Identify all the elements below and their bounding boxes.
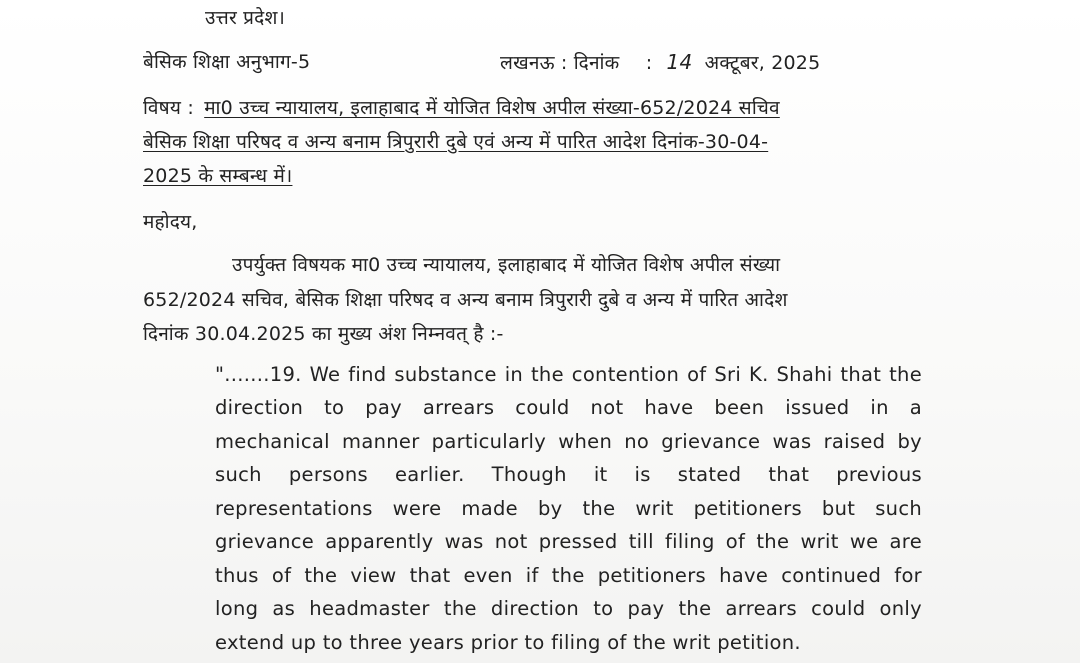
quote-line-4: such persons earlier. Though it is stated that previous: [215, 463, 922, 486]
quote-line-5: representations were made by the writ petitioners but such: [215, 497, 922, 520]
date-line: [500, 50, 820, 75]
date-day: 14: [666, 50, 693, 74]
date-month-year: अक्टूबर, 2025: [704, 52, 821, 74]
body-line-2: 652/2024 सचिव, बेसिक शिक्षा परिषद व अन्य बनाम त्रिपुरारी दुबे व अन्य में पारित आदेश: [143, 289, 788, 311]
quote-line-9: extend up to three years prior to filing of the writ petition.: [215, 631, 801, 654]
subject-label: विषय :: [143, 97, 194, 119]
subject-line-3: 2025 के सम्बन्ध में।: [143, 165, 293, 187]
place-date-label: लखनऊ : दिनांक: [500, 52, 620, 74]
salutation: महोदय,: [143, 211, 198, 233]
quote-line-8: long as headmaster the direction to pay the arrears could only: [215, 597, 922, 620]
quote-line-1: ".......19. We find substance in the contention of Sri K. Shahi that the: [215, 363, 922, 386]
body-line-1: उपर्युक्त विषयक मा0 उच्च न्यायालय, इलाहाबाद में योजित विशेष अपील संख्या: [232, 254, 781, 276]
quote-line-3: mechanical manner particularly when no grievance was raised by: [215, 430, 922, 453]
quote-line-2: direction to pay arrears could not have been issued in a: [215, 396, 922, 419]
quote-line-7: thus of the view that even if the petitioners have continued for: [215, 564, 922, 587]
subject-text-1: मा0 उच्च न्यायालय, इलाहाबाद में योजित विशेष अपील संख्या-652/2024 सचिव: [204, 97, 780, 119]
subject-line-2: बेसिक शिक्षा परिषद व अन्य बनाम त्रिपुरारी दुबे एवं अन्य में पारित आदेश दिनांक-30-04-: [143, 131, 769, 153]
state-heading: उत्तर प्रदेश।: [205, 7, 285, 29]
body-line-3: दिनांक 30.04.2025 का मुख्य अंश निम्नवत् है :-: [143, 323, 504, 345]
section-name: बेसिक शिक्षा अनुभाग-5: [143, 51, 311, 73]
date-colon: :: [645, 52, 653, 74]
subject-line-1: [143, 96, 780, 120]
quote-line-6: grievance apparently was not pressed till filing of the writ we are: [215, 530, 922, 553]
